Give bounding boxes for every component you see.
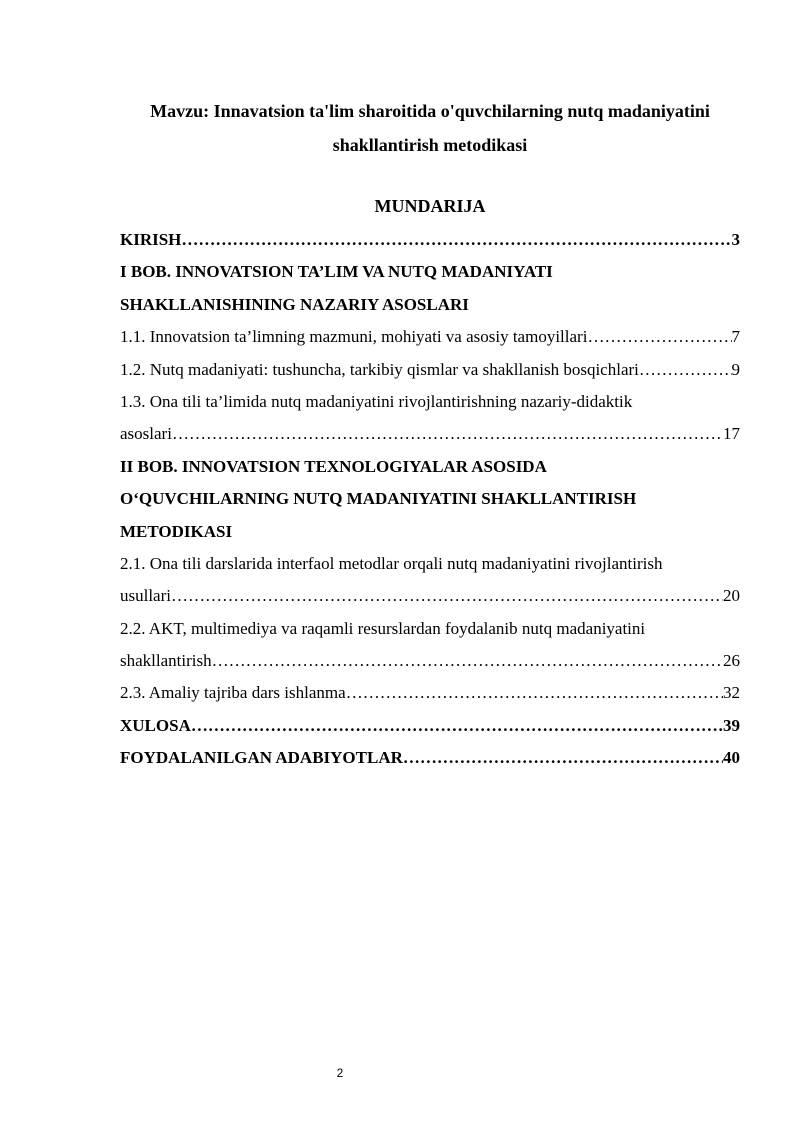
dot-leader [181, 224, 731, 256]
toc-entry-title: KIRISH [120, 230, 182, 249]
toc-entry-title: 2.3. Amaliy tajriba dars ishlanma [120, 683, 346, 703]
toc-entry-page: 32 [723, 683, 740, 703]
toc-entry-page: 26 [723, 651, 740, 671]
dot-leader [346, 677, 723, 709]
toc-chapter2-line3[interactable]: METODIKASI [120, 521, 233, 541]
toc-entry-page: 17 [723, 424, 740, 444]
toc-entry-title: shakllantirish [120, 651, 212, 671]
toc-entry-page: 7 [731, 327, 740, 347]
toc-entry-title: FOYDALANILGAN ADABIYOTLAR [120, 748, 403, 768]
toc-entry-2-2[interactable] [120, 645, 740, 677]
toc-entry-title: 1.1. Innovatsion ta’limning mazmuni, mohiyati va asosiy tamoyillari [120, 327, 588, 347]
toc-entry-1-2[interactable] [120, 354, 740, 386]
toc-entry-2-1-line1[interactable]: 2.1. Ona tili darslarida interfaol metodlar orqali nutq madaniyatini rivojlantirish [120, 553, 663, 573]
toc-entry-title: 1.2. Nutq madaniyati: tushuncha, tarkibiy qismlar va shakllanish bosqichlari [120, 359, 639, 379]
toc-entry-2-1[interactable] [120, 580, 740, 612]
toc-entry-title: asoslari [120, 424, 172, 444]
dot-leader [639, 354, 732, 386]
toc-chapter2-line2[interactable]: O‘QUVCHILARNING NUTQ MADANIYATINI SHAKLLANTIRISH [120, 489, 637, 509]
toc-entry-kirish[interactable] [120, 224, 740, 256]
toc-entry-1-3[interactable] [120, 418, 740, 450]
toc-chapter2-line1[interactable]: II BOB. INNOVATSION TEXNOLOGIYALAR ASOSIDA [120, 456, 547, 476]
dot-leader [403, 742, 723, 774]
toc-entry-page: 20 [723, 586, 740, 606]
dot-leader [191, 710, 723, 742]
toc-entry-1-1[interactable] [120, 321, 740, 353]
toc-title: MUNDARIJA [374, 196, 486, 216]
page-number: 2 [336, 1066, 344, 1080]
toc-entry-title: usullari [120, 586, 171, 606]
toc-chapter1-line2[interactable]: SHAKLLANISHINING NAZARIY ASOSLARI [120, 294, 469, 314]
dot-leader [171, 580, 723, 612]
toc-entry-page: 40 [723, 748, 740, 768]
document-topic: Mavzu: Innavatsion ta'lim sharoitida o'quvchilarning nutq madaniyatini shakllantirish metodikasi [150, 101, 710, 155]
toc-entry-xulosa[interactable] [120, 710, 740, 742]
toc-entry-2-3[interactable] [120, 677, 740, 709]
toc-entry-page: 9 [731, 359, 740, 379]
dot-leader [172, 418, 723, 450]
table-of-contents [120, 224, 740, 775]
dot-leader [587, 321, 731, 353]
toc-entry-adabiyotlar[interactable] [120, 742, 740, 774]
toc-entry-title: XULOSA [120, 715, 191, 735]
toc-entry-2-2-line1[interactable]: 2.2. AKT, multimediya va raqamli resurslardan foydalanib nutq madaniyatini [120, 618, 646, 638]
toc-entry-page: 3 [731, 230, 740, 249]
toc-entry-1-3-line1[interactable]: 1.3. Ona tili ta’limida nutq madaniyatini rivojlantirishning nazariy-didaktik [120, 391, 633, 411]
toc-entry-page: 39 [723, 715, 740, 735]
dot-leader [212, 645, 723, 677]
toc-chapter1-line1[interactable]: I BOB. INNOVATSION TA’LIM VA NUTQ MADANIYATI [120, 262, 553, 282]
